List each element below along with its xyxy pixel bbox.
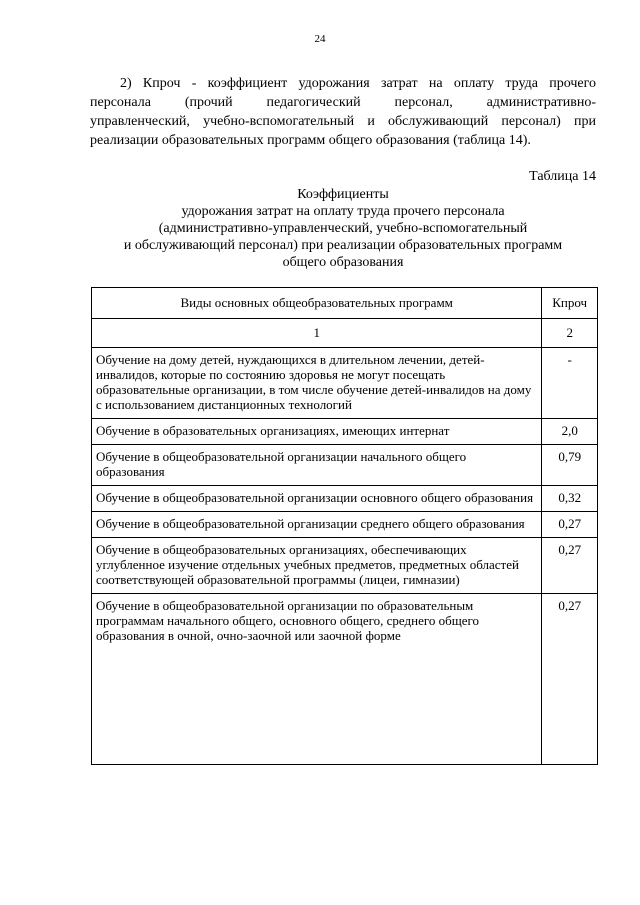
table-title-line: (административно-управленческий, учебно-вспомогательный <box>158 221 528 236</box>
table-row <box>92 486 598 512</box>
intro-line: реализации образовательных программ общего образования (таблица 14). <box>90 133 531 148</box>
table-row <box>92 445 598 486</box>
table-row <box>92 348 598 419</box>
header-kproch: Кпроч <box>542 288 598 319</box>
coefficients-table <box>91 287 598 765</box>
coefficient-cell: 0,79 <box>542 445 598 486</box>
header-programs: Виды основных общеобразовательных программ <box>92 288 542 319</box>
column-number-2: 2 <box>542 319 598 348</box>
column-number-1: 1 <box>92 319 542 348</box>
program-cell: Обучение на дому детей, нуждающихся в длительном лечении, детей-инвалидов, которые по состоянию здоровья не могут посещать образовательные организации, в том числе обучение детей-инвалидов на дому с использованием дистанционных технологий <box>92 348 542 419</box>
coefficient-cell: 0,27 <box>542 512 598 538</box>
table-title-line: Коэффициенты <box>297 187 389 202</box>
table-caption: Таблица 14 <box>529 169 596 184</box>
intro-line: персонала (прочий педагогический персонал, административно- <box>90 95 596 110</box>
program-cell: Обучение в общеобразовательной организации основного общего образования <box>92 486 542 512</box>
coefficient-cell: - <box>542 348 598 419</box>
table-title <box>90 186 596 271</box>
intro-line: 2) Кпроч - коэффициент удорожания затрат на оплату труда прочего <box>120 76 596 91</box>
program-cell: Обучение в общеобразовательной организации среднего общего образования <box>92 512 542 538</box>
coefficient-cell: 0,32 <box>542 486 598 512</box>
table-row <box>92 419 598 445</box>
coefficient-cell: 2,0 <box>542 419 598 445</box>
table-row <box>92 512 598 538</box>
table-title-line: и обслуживающий персонал) при реализации образовательных программ <box>123 238 563 253</box>
table-title-line: общего образования <box>282 255 404 270</box>
coefficient-cell: 0,27 <box>542 538 598 594</box>
table-header-row <box>92 288 598 319</box>
page-number: 24 <box>314 33 326 45</box>
intro-line: управленческий, учебно-вспомогательный и обслуживающий персонал) при <box>90 114 596 129</box>
program-cell: Обучение в общеобразовательной организации по образовательным программам начального общего, основного общего, среднего общего образования в очной, очно-заочной или заочной форме <box>92 594 542 765</box>
coefficient-cell: 0,27 <box>542 594 598 765</box>
table-row <box>92 594 598 765</box>
program-cell: Обучение в образовательных организациях, имеющих интернат <box>92 419 542 445</box>
table-title-line: удорожания затрат на оплату труда прочего персонала <box>181 204 505 219</box>
intro-paragraph <box>90 74 596 150</box>
column-number-row <box>92 319 598 348</box>
program-cell: Обучение в общеобразовательной организации начального общего образования <box>92 445 542 486</box>
program-cell: Обучение в общеобразовательных организациях, обеспечивающих углубленное изучение отдельных учебных предметов, предметных областей соответствующей образовательной программы (лицеи, гимназии) <box>92 538 542 594</box>
table-row <box>92 538 598 594</box>
